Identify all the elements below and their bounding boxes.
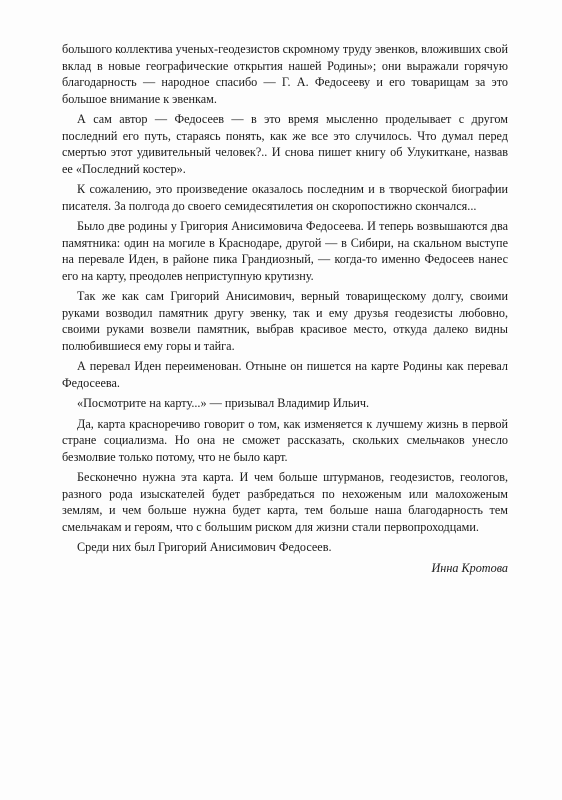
author-signature: Инна Кротова [431,561,508,575]
paragraph-9: Бесконечно нужна эта карта. И чем больше штурманов, геодезистов, геологов, разного рода изыскателей будет разбредаться по нехоженым или малохоженым землям, и чем больше нужна будет карта, тем больше наша благодарность тем смельчакам и героям, что с большим риском для жизни стали первопроходцами. [62,470,508,534]
paragraph-1: большого коллектива ученых-геодезистов скромному труду эвенков, вложивших свой вклад в новые географические открытия нашей Родины»; они выражали горячую благодарность — народное спасибо — Г. А. Федосееву и его товарищам за это большое внимание к эвенкам. [62,42,508,106]
paragraph-8: Да, карта красноречиво говорит о том, как изменяется к лучшему жизнь в первой стране социализма. Но она не сможет рассказать, скольких смельчаков унесло безмолвие только потому, что не было карт. [62,416,508,464]
paragraph-5: Так же как сам Григорий Анисимович, верный товарищескому долгу, своими руками возводил памятник другу эвенку, так и ему друзья геодезисты любовно, своими руками возвели памятник, выбрав красивое место, откуда далеко видны полюбившиеся ему горы и тайга. [62,289,508,353]
paragraph-4: Было две родины у Григория Анисимовича Федосеева. И теперь возвышаются два памятника: один на могиле в Краснодаре, другой — в Сибири, на скальном выступе на перевале Иден, в районе пика Грандиозный, — когда-то именно Федосеев нанес его на карту, преодолев неприступную крутизну. [62,219,508,283]
article-text [62,41,508,560]
paragraph-3: К сожалению, это произведение оказалось последним и в творческой биографии писателя. За полгода до своего семидесятилетия он скоропостижно скончался... [62,182,508,213]
paragraph-6: А перевал Иден переименован. Отныне он пишется на карте Родины как перевал Федосеева. [62,359,508,390]
paragraph-2: А сам автор — Федосеев — в это время мысленно проделывает с другом последний его путь, стараясь понять, как же все это случилось. Что думал перед смертью этот удивительный человек?.. И снова пишет книгу об Улукиткане, назвав ее «Последний костер». [62,112,508,176]
paragraph-10: Среди них был Григорий Анисимович Федосеев. [77,540,332,554]
paragraph-7: «Посмотрите на карту...» — призывал Владимир Ильич. [77,396,370,410]
